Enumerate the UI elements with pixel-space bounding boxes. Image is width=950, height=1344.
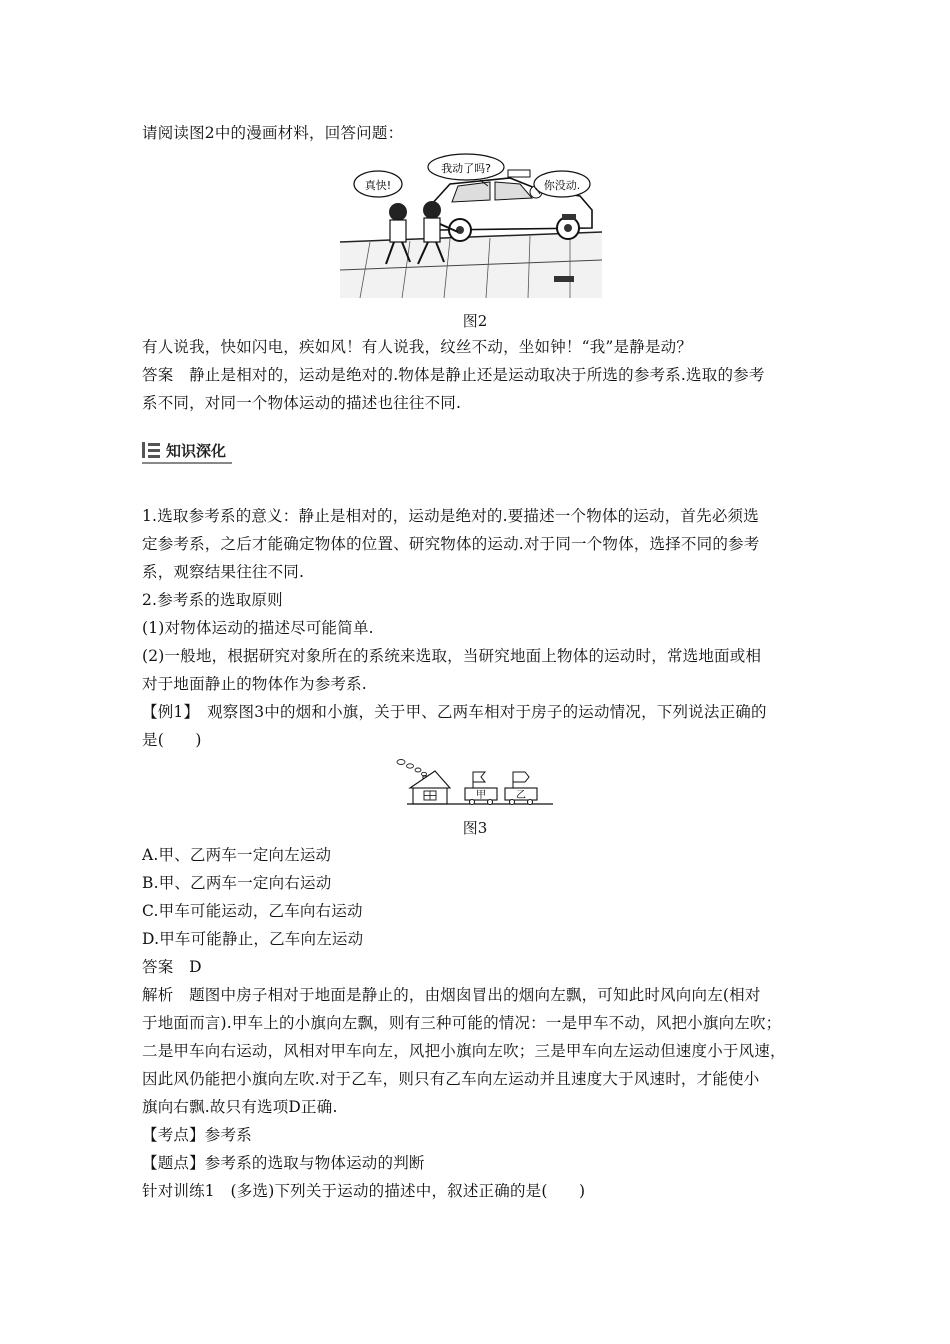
point-line: 系，观察结果往往不同. bbox=[142, 563, 305, 581]
point-line: (1)对物体运动的描述尽可能简单. bbox=[142, 619, 374, 637]
answer-line-2: 系不同，对同一个物体运动的描述也往往不同. bbox=[142, 394, 462, 412]
option-b: B.甲、乙两车一定向右运动 bbox=[142, 874, 332, 892]
intro-text: 请阅读图2中的漫画材料，回答问题： bbox=[142, 124, 404, 142]
analysis-line: 于地面而言).甲车上的小旗向左飘，则有三种可能的情况：一是甲车不动，风把小旗向左吹； bbox=[142, 1014, 782, 1032]
figure-2-caption: 图2 bbox=[462, 312, 488, 330]
kaodian-label: 【考点】参考系 bbox=[142, 1126, 252, 1144]
section-heading bbox=[142, 438, 226, 462]
figure-3-caption: 图3 bbox=[462, 819, 488, 837]
point-line: 2.参考系的选取原则 bbox=[142, 591, 283, 609]
section-title: 知识深化 bbox=[166, 441, 227, 460]
bubble-left-text: 真快! bbox=[364, 179, 392, 192]
question-text: 有人说我，快如闪电，疾如风！有人说我，纹丝不动，坐如钟！“我”是静是动？ bbox=[142, 338, 693, 356]
bubble-right-text: 你没动. bbox=[543, 179, 581, 192]
analysis-line: 二是甲车向右运动，风相对甲车向左，风把小旗向左吹；三是甲车向左运动但速度小于风速， bbox=[142, 1042, 786, 1060]
figure-3-diagram bbox=[395, 758, 555, 808]
car-yi-label: 乙 bbox=[516, 790, 526, 801]
car-jia-label: 甲 bbox=[476, 790, 486, 801]
point-line: 对于地面静止的物体作为参考系. bbox=[142, 675, 367, 693]
section-divider bbox=[142, 462, 232, 464]
example-line-2: 是( ) bbox=[142, 731, 202, 749]
analysis-line: 解析 题图中房子相对于地面是静止的，由烟囱冒出的烟向左飘，可知此时风向向左(相对 bbox=[142, 986, 761, 1004]
list-icon bbox=[142, 441, 160, 459]
figure-2-cartoon bbox=[340, 150, 602, 298]
point-line: 1.选取参考系的意义：静止是相对的，运动是绝对的.要描述一个物体的运动，首先必须选 bbox=[142, 507, 759, 525]
option-c: C.甲车可能运动，乙车向右运动 bbox=[142, 902, 363, 920]
training-question: 针对训练1 (多选)下列关于运动的描述中，叙述正确的是( ) bbox=[142, 1182, 586, 1200]
analysis-line: 因此风仍能把小旗向左吹.对于乙车，则只有乙车向左运动并且速度大于风速时，才能使小 bbox=[142, 1070, 760, 1088]
option-a: A.甲、乙两车一定向左运动 bbox=[142, 846, 332, 864]
tidian-label: 【题点】参考系的选取与物体运动的判断 bbox=[142, 1154, 425, 1172]
bubble-middle-text: 我动了吗? bbox=[441, 162, 491, 175]
option-d: D.甲车可能静止，乙车向左运动 bbox=[142, 930, 364, 948]
point-line: 定参考系，之后才能确定物体的位置、研究物体的运动.对于同一个物体，选择不同的参考 bbox=[142, 535, 760, 553]
analysis-line: 旗向右飘.故只有选项D正确. bbox=[142, 1098, 338, 1116]
point-line: (2)一般地，根据研究对象所在的系统来选取，当研究地面上物体的运动时，常选地面或相 bbox=[142, 647, 762, 665]
example-answer: 答案 D bbox=[142, 958, 202, 976]
example-line-1: 【例1】 观察图3中的烟和小旗，关于甲、乙两车相对于房子的运动情况，下列说法正确的 bbox=[142, 703, 767, 721]
answer-line-1: 答案 静止是相对的，运动是绝对的.物体是静止还是运动取决于所选的参考系.选取的参考 bbox=[142, 366, 765, 384]
